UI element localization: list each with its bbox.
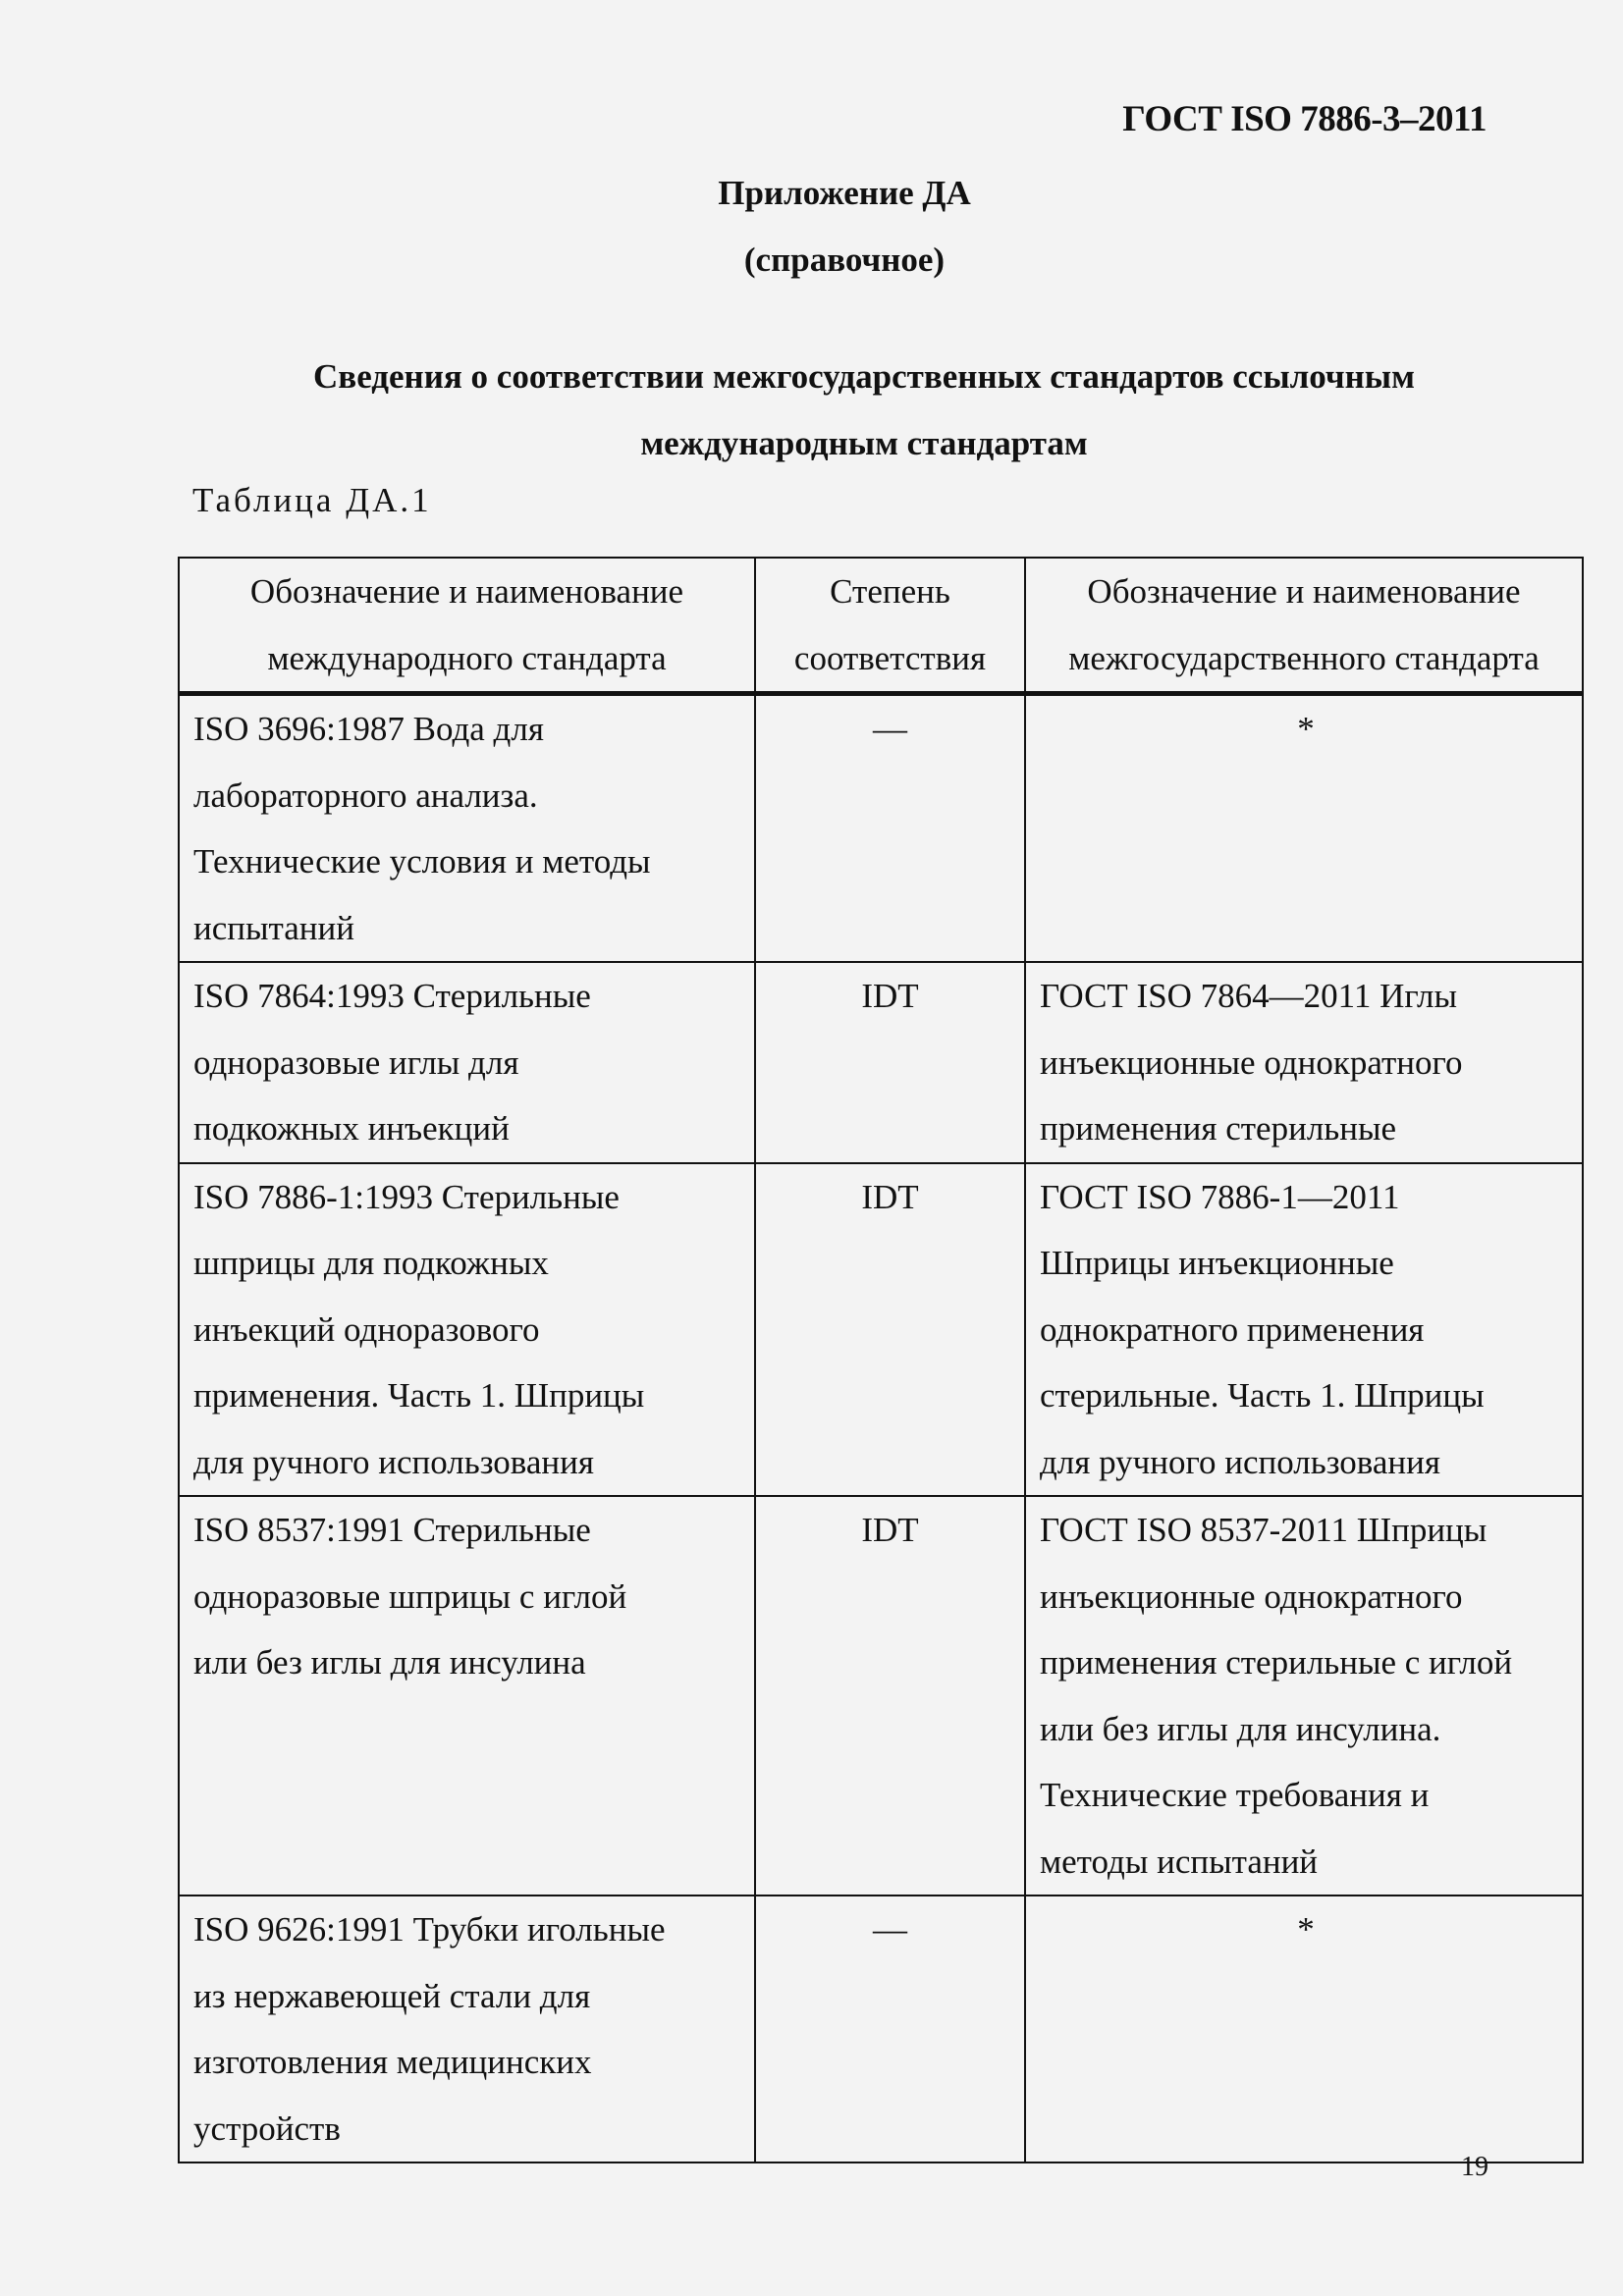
column-header-degree bbox=[755, 558, 1025, 694]
international-standard-cell bbox=[179, 962, 755, 1163]
cell-line: однократного применения bbox=[1040, 1309, 1425, 1349]
international-standard-cell bbox=[179, 1896, 755, 2163]
section-heading-line: международным стандартам bbox=[640, 424, 1088, 462]
degree-cell: IDT bbox=[755, 962, 1025, 1163]
cell-line: из нержавеющей стали для bbox=[193, 1976, 591, 2015]
degree-cell: — bbox=[755, 1896, 1025, 2163]
cell-line: ГОСТ ISO 7864—2011 Иглы bbox=[1040, 977, 1457, 1015]
cell-line: Шприцы инъекционные bbox=[1040, 1244, 1394, 1282]
international-standard-cell bbox=[179, 694, 755, 963]
cell-line: устройств bbox=[193, 2109, 341, 2148]
header-line: Обозначение и наименование bbox=[1087, 572, 1521, 611]
table-caption: Таблица ДА.1 bbox=[192, 481, 432, 519]
page-number: 19 bbox=[1461, 2152, 1488, 2182]
cell-line: одноразовые иглы для bbox=[193, 1042, 519, 1082]
cell-line: инъекционные однократного bbox=[1040, 1042, 1463, 1082]
cell-line: Технические условия и методы bbox=[193, 842, 651, 881]
standards-correspondence-table bbox=[178, 557, 1584, 2163]
table-row bbox=[179, 1896, 1583, 2163]
international-standard-cell bbox=[179, 1163, 755, 1497]
table-row bbox=[179, 962, 1583, 1163]
header-line: Обозначение и наименование bbox=[249, 572, 684, 611]
header-line: соответствия bbox=[793, 638, 987, 677]
cell-line: для ручного использования bbox=[193, 1442, 594, 1481]
cell-line: ISO 7864:1993 Стерильные bbox=[193, 977, 591, 1015]
cell-line: испытаний bbox=[193, 908, 354, 947]
cell-line: ISO 8537:1991 Стерильные bbox=[193, 1511, 591, 1549]
header-line: международного стандарта bbox=[267, 638, 667, 677]
interstate-standard-cell bbox=[1025, 1496, 1583, 1896]
cell-line: * bbox=[1297, 710, 1315, 748]
cell-line: подкожных инъекций bbox=[193, 1109, 510, 1148]
cell-line: изготовления медицинских bbox=[193, 2043, 592, 2081]
interstate-standard-cell bbox=[1025, 1896, 1583, 2163]
cell-line: инъекционные однократного bbox=[1040, 1576, 1463, 1616]
cell-line: применения. Часть 1. Шприцы bbox=[193, 1376, 645, 1415]
cell-line: ISO 9626:1991 Трубки игольные bbox=[193, 1910, 666, 1949]
cell-line: применения стерильные с иглой bbox=[1040, 1643, 1513, 1682]
cell-line: стерильные. Часть 1. Шприцы bbox=[1040, 1376, 1485, 1415]
table-header-row bbox=[179, 558, 1583, 694]
cell-line: шприцы для подкожных bbox=[193, 1244, 549, 1282]
cell-line: лабораторного анализа. bbox=[193, 775, 538, 815]
degree-cell: IDT bbox=[755, 1163, 1025, 1497]
cell-line: ГОСТ ISO 8537-2011 Шприцы bbox=[1040, 1511, 1488, 1549]
degree-cell: IDT bbox=[755, 1496, 1025, 1896]
cell-line: инъекций одноразового bbox=[193, 1309, 540, 1349]
header-line: Степень bbox=[830, 572, 950, 611]
cell-line: ISO 7886-1:1993 Стерильные bbox=[193, 1177, 620, 1216]
document-code: ГОСТ ISO 7886-3–2011 bbox=[1122, 99, 1487, 139]
cell-line: ISO 3696:1987 Вода для bbox=[193, 710, 544, 748]
table-row bbox=[179, 1163, 1583, 1497]
cell-line: методы испытаний bbox=[1040, 1842, 1319, 1881]
annex-type: (справочное) bbox=[743, 240, 946, 279]
table-row bbox=[179, 1496, 1583, 1896]
cell-line: или без иглы для инсулина. bbox=[1040, 1709, 1441, 1748]
cell-line: ГОСТ ISO 7886-1—2011 bbox=[1040, 1177, 1400, 1216]
interstate-standard-cell bbox=[1025, 694, 1583, 963]
international-standard-cell bbox=[179, 1496, 755, 1896]
cell-line: для ручного использования bbox=[1040, 1442, 1440, 1481]
column-header-international bbox=[179, 558, 755, 694]
annex-title: Приложение ДА bbox=[718, 174, 971, 212]
degree-cell: — bbox=[755, 694, 1025, 963]
cell-line: Технические требования и bbox=[1040, 1776, 1430, 1814]
cell-line: * bbox=[1297, 1910, 1315, 1949]
section-heading bbox=[177, 344, 1551, 477]
header-line: межгосударственного стандарта bbox=[1068, 638, 1540, 677]
column-header-interstate bbox=[1025, 558, 1583, 694]
cell-line: или без иглы для инсулина bbox=[193, 1643, 586, 1682]
interstate-standard-cell bbox=[1025, 1163, 1583, 1497]
section-heading-line: Сведения о соответствии межгосударственных стандартов ссылочным bbox=[313, 357, 1415, 396]
cell-line: одноразовые шприцы с иглой bbox=[193, 1576, 627, 1616]
table-row bbox=[179, 694, 1583, 963]
cell-line: применения стерильные bbox=[1040, 1109, 1397, 1148]
interstate-standard-cell bbox=[1025, 962, 1583, 1163]
